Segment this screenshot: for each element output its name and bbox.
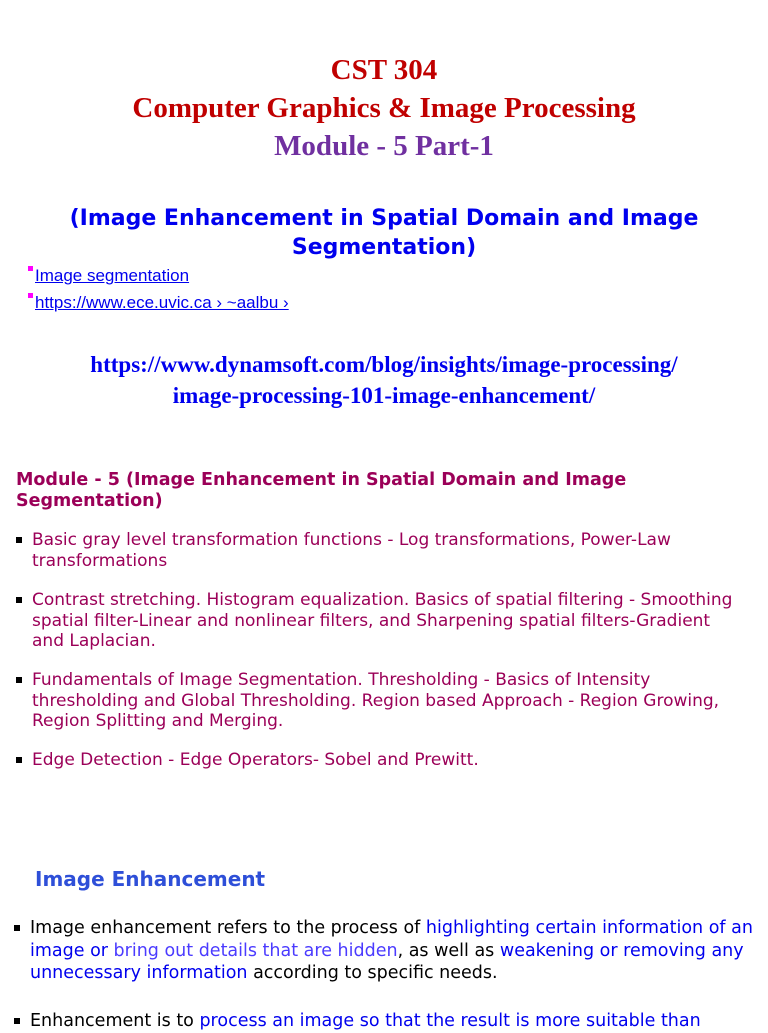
syllabus-item-text: Edge Detection - Edge Operators- Sobel and Prewitt. xyxy=(32,750,479,770)
course-code: CST 304 xyxy=(330,54,438,86)
reference-url[interactable] xyxy=(0,349,768,411)
bullet-icon xyxy=(16,597,22,603)
module-title: Module - 5 Part-1 xyxy=(274,130,494,162)
uvic-link[interactable]: https://www.ece.uvic.ca › ~aalbu › xyxy=(35,293,289,312)
bullet-icon xyxy=(16,677,22,683)
link-list-item xyxy=(28,293,289,313)
reference-url-line1[interactable]: https://www.dynamsoft.com/blog/insights/image-processing/ xyxy=(90,352,678,377)
reference-url-line2[interactable]: image-processing-101-image-enhancement/ xyxy=(172,383,596,408)
para-text: according to specific needs. xyxy=(247,963,498,983)
image-enhancement-heading: Image Enhancement xyxy=(35,867,266,891)
bullet-icon xyxy=(14,925,20,931)
para-highlight: bring out details that are hidden xyxy=(113,940,398,961)
para-text: Image enhancement refers to the process of xyxy=(30,918,426,938)
subtitle: (Image Enhancement in Spatial Domain and Image Segmentation) xyxy=(69,206,699,260)
syllabus-item-text: Fundamentals of Image Segmentation. Thresholding - Basics of Intensity thresholding and Global Thresholding. Region based Approach - Region Growing, Region Splitting and Merging. xyxy=(32,670,720,731)
bullet-icon xyxy=(16,537,22,543)
syllabus-item-text: Contrast stretching. Histogram equalization. Basics of spatial filtering - Smoothing spatial filter-Linear and nonlinear filters, and Sharpening spatial filters-Gradient and Laplacian. xyxy=(32,590,733,651)
bullet-marker-icon xyxy=(28,266,33,271)
para-highlight: process an image so that the result is more suitable than xyxy=(199,1011,701,1031)
para-text: Enhancement is to xyxy=(30,1011,200,1031)
bullet-marker-icon xyxy=(28,293,33,298)
para-highlight: highlighting certain information of an image or xyxy=(30,918,753,961)
link-list-item xyxy=(28,266,189,286)
image-segmentation-link[interactable]: Image segmentation xyxy=(35,266,190,285)
bullet-icon xyxy=(14,1018,20,1024)
course-title: Computer Graphics & Image Processing xyxy=(132,92,636,124)
para-text: , as well as xyxy=(397,940,500,961)
para-highlight: weakening or removing any unnecessary information xyxy=(30,940,744,983)
syllabus-heading: Module - 5 (Image Enhancement in Spatial Domain and Image Segmentation) xyxy=(16,470,627,511)
bullet-icon xyxy=(16,757,22,763)
syllabus-item-text: Basic gray level transformation functions - Log transformations, Power-Law transformations xyxy=(32,530,671,571)
